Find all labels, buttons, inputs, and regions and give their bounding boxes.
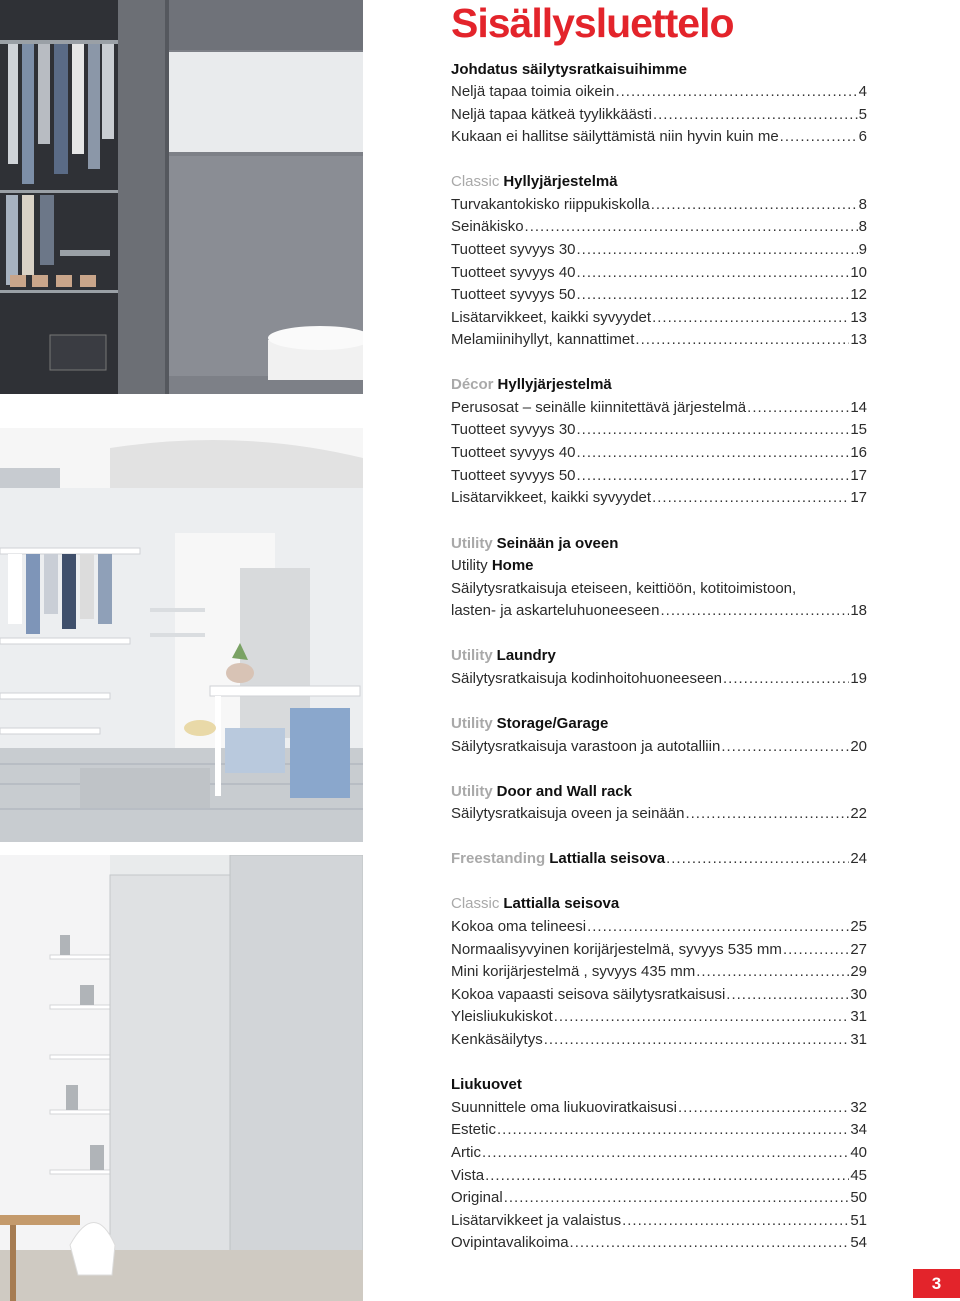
toc-entry[interactable]: Ovipintavalikoima ..... 54 bbox=[451, 1232, 867, 1254]
toc-entry[interactable]: Tuotteet syvyys 30 ..... 9 bbox=[451, 239, 867, 261]
page-number: 3 bbox=[913, 1269, 960, 1298]
toc-entry[interactable]: Vista ..... 45 bbox=[451, 1165, 867, 1187]
section-heading-classic-floor: Classic Lattialla seisova bbox=[451, 895, 620, 912]
toc-entry[interactable]: lasten- ja askarteluhuoneeseen ..... 18 bbox=[451, 600, 867, 622]
section-heading-classic: Classic Hyllyjärjestelmä bbox=[451, 173, 618, 190]
section-heading-sliding-doors: Liukuovet bbox=[451, 1076, 522, 1093]
toc-entry[interactable]: Säilytysratkaisuja kodinhoitohuoneeseen ..... 19 bbox=[451, 668, 867, 690]
toc-entry[interactable]: Estetic ..... 34 bbox=[451, 1119, 867, 1141]
toc-entry[interactable]: Tuotteet syvyys 50 ..... 12 bbox=[451, 284, 867, 306]
toc-entry[interactable]: Yleisliukukiskot ..... 31 bbox=[451, 1006, 867, 1028]
toc-entry[interactable]: Lisätarvikkeet ja valaistus ..... 51 bbox=[451, 1210, 867, 1232]
toc-entry[interactable]: Lisätarvikkeet, kaikki syvyydet ..... 17 bbox=[451, 487, 867, 509]
section-heading-utility: Utility Seinään ja oveen bbox=[451, 535, 619, 552]
utility-home-description: Säilytysratkaisuja eteiseen, keittiöön, kotitoimistoon, bbox=[451, 580, 797, 597]
sliding-doors-photo bbox=[0, 855, 363, 1301]
subheading-utility-home: Utility Home bbox=[451, 557, 534, 574]
section-heading-door-wall: Utility Door and Wall rack bbox=[451, 783, 632, 800]
toc-entry[interactable]: Melamiinihyllyt, kannattimet ..... 13 bbox=[451, 329, 867, 351]
toc-entry[interactable]: Mini korijärjestelmä , syvyys 435 mm ..... 29 bbox=[451, 961, 867, 983]
toc-entry[interactable]: Säilytysratkaisuja varastoon ja autotalliin ..... 20 bbox=[451, 736, 867, 758]
toc-entry[interactable]: Suunnittele oma liukuoviratkaisusi ..... 32 bbox=[451, 1097, 867, 1119]
toc-entry[interactable]: Tuotteet syvyys 40 ..... 10 bbox=[451, 262, 867, 284]
toc-entry[interactable]: Tuotteet syvyys 50 ..... 17 bbox=[451, 465, 867, 487]
section-heading-decor: Décor Hyllyjärjestelmä bbox=[451, 376, 612, 393]
toc-entry-freestanding[interactable]: Freestanding Lattialla seisova ..... 24 bbox=[451, 848, 867, 870]
toc-entry[interactable]: Tuotteet syvyys 30 ..... 15 bbox=[451, 419, 867, 441]
toc-entry[interactable]: Perusosat – seinälle kiinnitettävä järjestelmä ..... 14 bbox=[451, 397, 867, 419]
toc-entry[interactable]: Lisätarvikkeet, kaikki syvyydet ..... 13 bbox=[451, 307, 867, 329]
toc-entry[interactable]: Normaalisyvyinen korijärjestelmä, syvyys 535 mm ..... 27 bbox=[451, 939, 867, 961]
toc-entry[interactable]: Original ..... 50 bbox=[451, 1187, 867, 1209]
toc-entry[interactable]: Kokoa vapaasti seisova säilytysratkaisusi ..... 30 bbox=[451, 984, 867, 1006]
toc-entry[interactable]: Turvakantokisko riippukiskolla ..... 8 bbox=[451, 194, 867, 216]
toc-entry[interactable]: Artic ..... 40 bbox=[451, 1142, 867, 1164]
toc-entry[interactable]: Neljä tapaa kätkeä tyylikkäästi ..... 5 bbox=[451, 104, 867, 126]
section-heading-laundry: Utility Laundry bbox=[451, 647, 556, 664]
toc-entry[interactable]: Kukaan ei hallitse säilyttämistä niin hyvin kuin me ..... 6 bbox=[451, 126, 867, 148]
wardrobe-photo bbox=[0, 0, 363, 394]
toc-entry[interactable]: Tuotteet syvyys 40 ..... 16 bbox=[451, 442, 867, 464]
toc-entry[interactable]: Kenkäsäilytys ..... 31 bbox=[451, 1029, 867, 1051]
section-heading-storage: Utility Storage/Garage bbox=[451, 715, 609, 732]
walk-in-closet-photo bbox=[0, 428, 363, 842]
toc-entry[interactable]: Neljä tapaa toimia oikein ..... 4 bbox=[451, 81, 867, 103]
toc-entry[interactable]: Kokoa oma telineesi ..... 25 bbox=[451, 916, 867, 938]
toc-entry[interactable]: Säilytysratkaisuja oveen ja seinään ..... 22 bbox=[451, 803, 867, 825]
page-title: Sisällysluettelo bbox=[451, 0, 734, 46]
toc-entry[interactable]: Seinäkisko ..... 8 bbox=[451, 216, 867, 238]
section-heading-intro: Johdatus säilytysratkaisuihimme bbox=[451, 61, 687, 78]
